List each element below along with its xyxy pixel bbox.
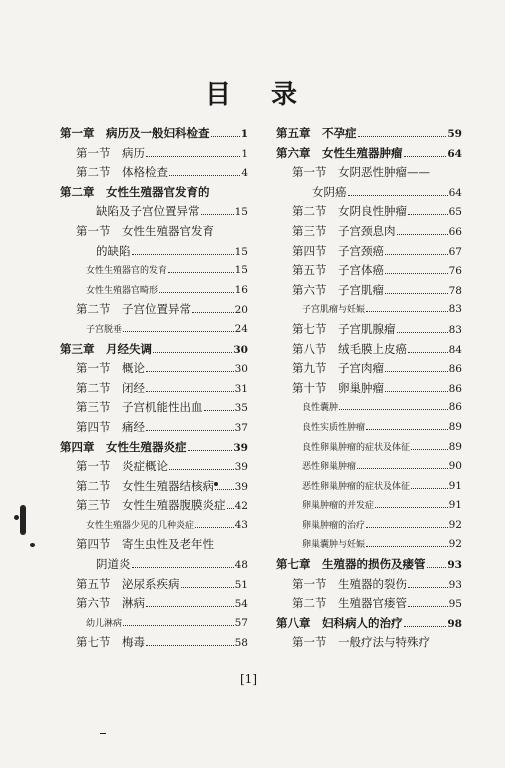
toc-entry	[276, 340, 462, 360]
dot-leader	[385, 247, 448, 255]
toc-entry-title: 第七章 生殖器的损伤及瘘管	[276, 557, 426, 572]
dot-leader	[188, 443, 233, 451]
dot-leader	[159, 286, 234, 292]
toc-entry	[60, 633, 248, 653]
toc-entry	[276, 477, 462, 497]
toc-entry-page: 37	[234, 421, 248, 434]
toc-entry	[276, 222, 462, 242]
toc-entry-title: 第五节 泌尿系疾病	[76, 576, 180, 591]
dot-leader	[408, 345, 448, 353]
toc-entry	[60, 202, 248, 222]
toc-entry-title: 第二节 闭经	[76, 380, 145, 395]
toc-entry	[60, 555, 248, 575]
dot-leader	[169, 462, 234, 470]
toc-entry-title: 第三节 女性生殖器腹膜炎症	[76, 498, 226, 513]
dot-leader	[385, 286, 448, 294]
toc-entry-page: 59	[447, 128, 462, 140]
toc-entry-page: 16	[234, 283, 248, 296]
toc-entry-page: 76	[448, 265, 462, 278]
toc-entry-title: 第一节 病历	[76, 145, 145, 160]
page-number: [1]	[240, 672, 257, 686]
toc-entry-title: 子宫脱垂	[86, 324, 123, 335]
toc-entry	[60, 183, 248, 203]
toc-entry-page: 83	[448, 323, 462, 336]
toc-entry-title: 第五节 子宫体癌	[292, 263, 384, 278]
toc-entry-title: 第二节 生殖器官瘘管	[292, 596, 407, 611]
dot-leader	[192, 305, 234, 313]
dot-leader	[146, 149, 240, 157]
toc-entry-page: 51	[234, 578, 248, 591]
toc-entry-page: 54	[234, 598, 248, 611]
toc-entry-title: 良性囊肿	[302, 403, 339, 414]
toc-entry-page: 89	[448, 420, 462, 433]
toc-entry	[60, 575, 248, 595]
dot-leader	[411, 482, 448, 488]
toc-entry-title: 第一节 一般疗法与特殊疗	[292, 635, 430, 650]
dot-leader	[201, 207, 234, 215]
toc-entry-title: 第六节 子宫肌瘤	[292, 282, 384, 297]
toc-entry	[276, 163, 462, 183]
dot-leader	[397, 227, 448, 235]
toc-entry-page: 15	[234, 206, 248, 219]
toc-entry	[60, 594, 248, 614]
toc-entry-page: 84	[448, 343, 462, 356]
dot-leader	[375, 502, 448, 508]
toc-entry-title: 女性生殖器官的发育	[86, 266, 168, 277]
toc-entry-page: 83	[448, 303, 462, 316]
toc-entry-page: 58	[234, 637, 248, 650]
toc-entry	[60, 614, 248, 634]
toc-entry-page: 31	[234, 382, 248, 395]
dot-leader	[146, 423, 234, 431]
toc-entry-page: 67	[448, 245, 462, 258]
dot-leader	[385, 384, 448, 392]
dot-leader	[169, 168, 240, 176]
toc-entry-page: 20	[234, 304, 248, 317]
toc-entry	[60, 418, 248, 438]
toc-entry	[60, 144, 248, 164]
dot-leader	[146, 384, 234, 392]
toc-entry	[60, 300, 248, 320]
dot-leader	[404, 619, 447, 627]
toc-entry-page: 30	[234, 363, 248, 376]
dot-leader	[385, 364, 448, 372]
toc-entry	[60, 163, 248, 183]
toc-entry	[60, 261, 248, 281]
toc-entry-title: 卵巢肿瘤的治疗	[302, 520, 366, 531]
toc-entry-page: 78	[448, 284, 462, 297]
ink-blot	[30, 543, 35, 547]
toc-entry	[276, 183, 462, 203]
toc-entry-title: 子宫肌瘤与妊娠	[302, 305, 366, 316]
toc-entry-title: 第三章 月经失调	[60, 341, 152, 356]
toc-entry-title: 缺陷及子宫位置异常	[96, 204, 200, 219]
toc-entry	[60, 222, 248, 242]
toc-entry	[276, 359, 462, 379]
toc-entry	[60, 477, 248, 497]
dot-leader	[348, 188, 448, 196]
toc-entry-title: 第二节 子宫位置异常	[76, 302, 191, 317]
toc-entry-title: 第一节 炎症概论	[76, 459, 168, 474]
toc-entry-page: 95	[448, 598, 462, 611]
dot-leader	[411, 443, 448, 449]
dot-leader	[404, 149, 447, 157]
dot-leader	[366, 424, 448, 430]
toc-entry-title: 第四节 痛经	[76, 419, 145, 434]
toc-entry	[276, 202, 462, 222]
toc-entry-title: 卵巢肿瘤的并发症	[302, 501, 375, 512]
toc-entry-page: 86	[448, 363, 462, 376]
toc-entry	[60, 516, 248, 536]
toc-entry	[276, 575, 462, 595]
toc-entry-title: 第三节 子宫机能性出血	[76, 400, 203, 415]
toc-entry	[60, 359, 248, 379]
toc-entry	[276, 555, 462, 575]
toc-entry-title: 良性实质性肿瘤	[302, 422, 366, 433]
dot-leader	[123, 326, 234, 332]
toc-entry	[60, 340, 248, 360]
toc-entry-page: 35	[234, 402, 248, 415]
toc-entry-page: 92	[448, 518, 462, 531]
toc-entry-title: 第七节 子宫肌腺瘤	[292, 321, 396, 336]
toc-entry-page: 93	[448, 578, 462, 591]
toc-entry-title: 第六章 女性生殖器肿瘤	[276, 145, 403, 160]
toc-entry	[276, 516, 462, 536]
toc-entry-page: 66	[448, 225, 462, 238]
toc-entry-title: 第九节 子宫肉瘤	[292, 361, 384, 376]
ink-blot	[14, 515, 19, 520]
toc-entry	[60, 535, 248, 555]
toc-entry-page: 39	[234, 461, 248, 474]
dot-leader	[168, 267, 234, 273]
dot-leader	[123, 619, 234, 625]
dot-leader	[385, 266, 448, 274]
toc-entry-title: 女性生殖器少见的几种炎症	[86, 520, 195, 531]
toc-entry	[276, 594, 462, 614]
toc-entry-page: 64	[448, 186, 462, 199]
toc-entry-title: 女阴癌	[312, 184, 347, 199]
toc-entry	[276, 496, 462, 516]
toc-entry	[276, 281, 462, 301]
toc-right-column	[276, 124, 462, 653]
dot-leader	[366, 541, 448, 547]
dot-leader	[146, 364, 234, 372]
toc-entry	[276, 242, 462, 262]
toc-entry-title: 第四节 子宫颈癌	[292, 243, 384, 258]
ink-speck	[214, 482, 218, 486]
toc-entry-page: 15	[234, 264, 248, 277]
dot-leader	[397, 325, 448, 333]
toc-entry	[60, 242, 248, 262]
toc-entry-page: 65	[448, 206, 462, 219]
toc-entry	[276, 124, 462, 144]
dot-leader	[227, 501, 234, 509]
toc-entry	[276, 438, 462, 458]
toc-entry-title: 第二节 体格检查	[76, 165, 168, 180]
toc-entry-page: 64	[447, 147, 462, 160]
toc-entry	[60, 124, 248, 144]
dot-leader	[211, 129, 240, 137]
toc-entry-page: 89	[448, 440, 462, 453]
toc-entry-title: 第七节 梅毒	[76, 635, 145, 650]
toc-entry-title: 女性生殖器官畸形	[86, 285, 159, 296]
toc-entry	[276, 261, 462, 281]
dot-leader	[181, 580, 234, 588]
toc-entry-page: 48	[234, 559, 248, 572]
toc-entry-title: 第十节 卵巢肿瘤	[292, 380, 384, 395]
toc-entry-page: 39	[234, 480, 248, 493]
toc-entry-title: 第六节 淋病	[76, 596, 145, 611]
dot-leader	[427, 560, 447, 568]
toc-entry-title: 第二节 女性生殖器结核病	[76, 478, 214, 493]
toc-entry-page: 39	[233, 441, 248, 454]
toc-entry	[276, 144, 462, 164]
toc-entry	[60, 320, 248, 340]
toc-entry-title: 第八章 妇科病人的治疗	[276, 615, 403, 630]
toc-entry-title: 幼儿淋病	[86, 618, 123, 629]
toc-entry	[276, 535, 462, 555]
toc-entry-title: 第一章 病历及一般妇科检查	[60, 126, 210, 140]
dot-leader	[146, 639, 234, 647]
dot-leader	[357, 463, 448, 469]
dot-leader	[366, 306, 448, 312]
dot-leader	[195, 521, 234, 527]
toc-entry-title: 第一节 概论	[76, 361, 145, 376]
toc-entry	[276, 398, 462, 418]
toc-entry-title: 第三节 子宫颈息肉	[292, 223, 396, 238]
toc-entry	[60, 457, 248, 477]
toc-entry	[60, 438, 248, 458]
dot-leader	[132, 560, 234, 568]
dot-leader	[408, 599, 448, 607]
toc-entry	[60, 496, 248, 516]
dot-leader	[204, 403, 234, 411]
toc-entry-title: 第四节 寄生虫性及老年性	[76, 537, 214, 552]
toc-entry-title: 第八节 绒毛膜上皮癌	[292, 341, 407, 356]
toc-entry-page: 98	[447, 617, 462, 630]
dot-leader	[366, 521, 448, 527]
toc-entry-page: 86	[448, 382, 462, 395]
toc-entry-page: 30	[233, 343, 248, 356]
toc-entry-page: 90	[448, 460, 462, 473]
toc-entry	[60, 398, 248, 418]
toc-entry	[60, 379, 248, 399]
toc-entry-page: 91	[448, 499, 462, 512]
toc-entry-page: 15	[234, 245, 248, 258]
toc-entry-title: 第一节 女阴恶性肿瘤——	[292, 165, 430, 180]
dot-leader	[408, 580, 448, 588]
toc-entry	[60, 281, 248, 301]
toc-left-column	[60, 124, 248, 653]
toc-entry-title: 的缺陷	[96, 243, 131, 258]
page-title: 目录	[205, 80, 338, 110]
toc-entry-page: 42	[234, 500, 248, 513]
toc-entry-title: 第一节 女性生殖器官发育	[76, 223, 214, 238]
toc-entry-page: 92	[448, 538, 462, 551]
toc-entry	[276, 300, 462, 320]
toc-entry-page: 86	[448, 401, 462, 414]
toc-entry-title: 阴道炎	[96, 557, 131, 572]
toc-entry-page: 1	[240, 128, 248, 140]
toc-entry-page: 1	[241, 147, 248, 160]
dot-leader	[146, 599, 234, 607]
toc-entry	[276, 379, 462, 399]
toc-entry-title: 恶性卵巢肿瘤的症状及体征	[302, 481, 411, 492]
toc-entry-title: 恶性卵巢肿瘤	[302, 462, 357, 473]
toc-entry-title: 第一节 生殖器的裂伤	[292, 576, 407, 591]
toc-entry-page: 91	[448, 479, 462, 492]
toc-entry-title: 第五章 不孕症	[276, 126, 357, 140]
toc-entry	[276, 320, 462, 340]
toc-entry-title: 卵巢囊肿与妊娠	[302, 540, 366, 551]
dot-leader	[153, 345, 232, 353]
toc-entry-title: 第四章 女性生殖器炎症	[60, 439, 187, 454]
toc-entry-title: 良性卵巢肿瘤的症状及体征	[302, 442, 411, 453]
toc-entry-page: 93	[447, 559, 462, 572]
dot-leader	[408, 207, 448, 215]
toc-entry-page: 57	[234, 616, 248, 629]
toc-entry	[276, 418, 462, 438]
dot-leader	[132, 247, 234, 255]
toc-entry	[276, 457, 462, 477]
toc-entry-title: 第二章 女性生殖器官发育的	[60, 184, 210, 199]
ink-speck	[100, 733, 106, 734]
toc-entry	[276, 614, 462, 634]
toc-entry-title: 第二节 女阴良性肿瘤	[292, 204, 407, 219]
toc-entry-page: 4	[241, 167, 248, 180]
toc-entry-page: 43	[234, 518, 248, 531]
ink-blot	[20, 505, 26, 535]
dot-leader	[358, 129, 447, 137]
toc-entry-page: 24	[234, 322, 248, 335]
toc-entry	[276, 633, 462, 653]
dot-leader	[339, 404, 448, 410]
